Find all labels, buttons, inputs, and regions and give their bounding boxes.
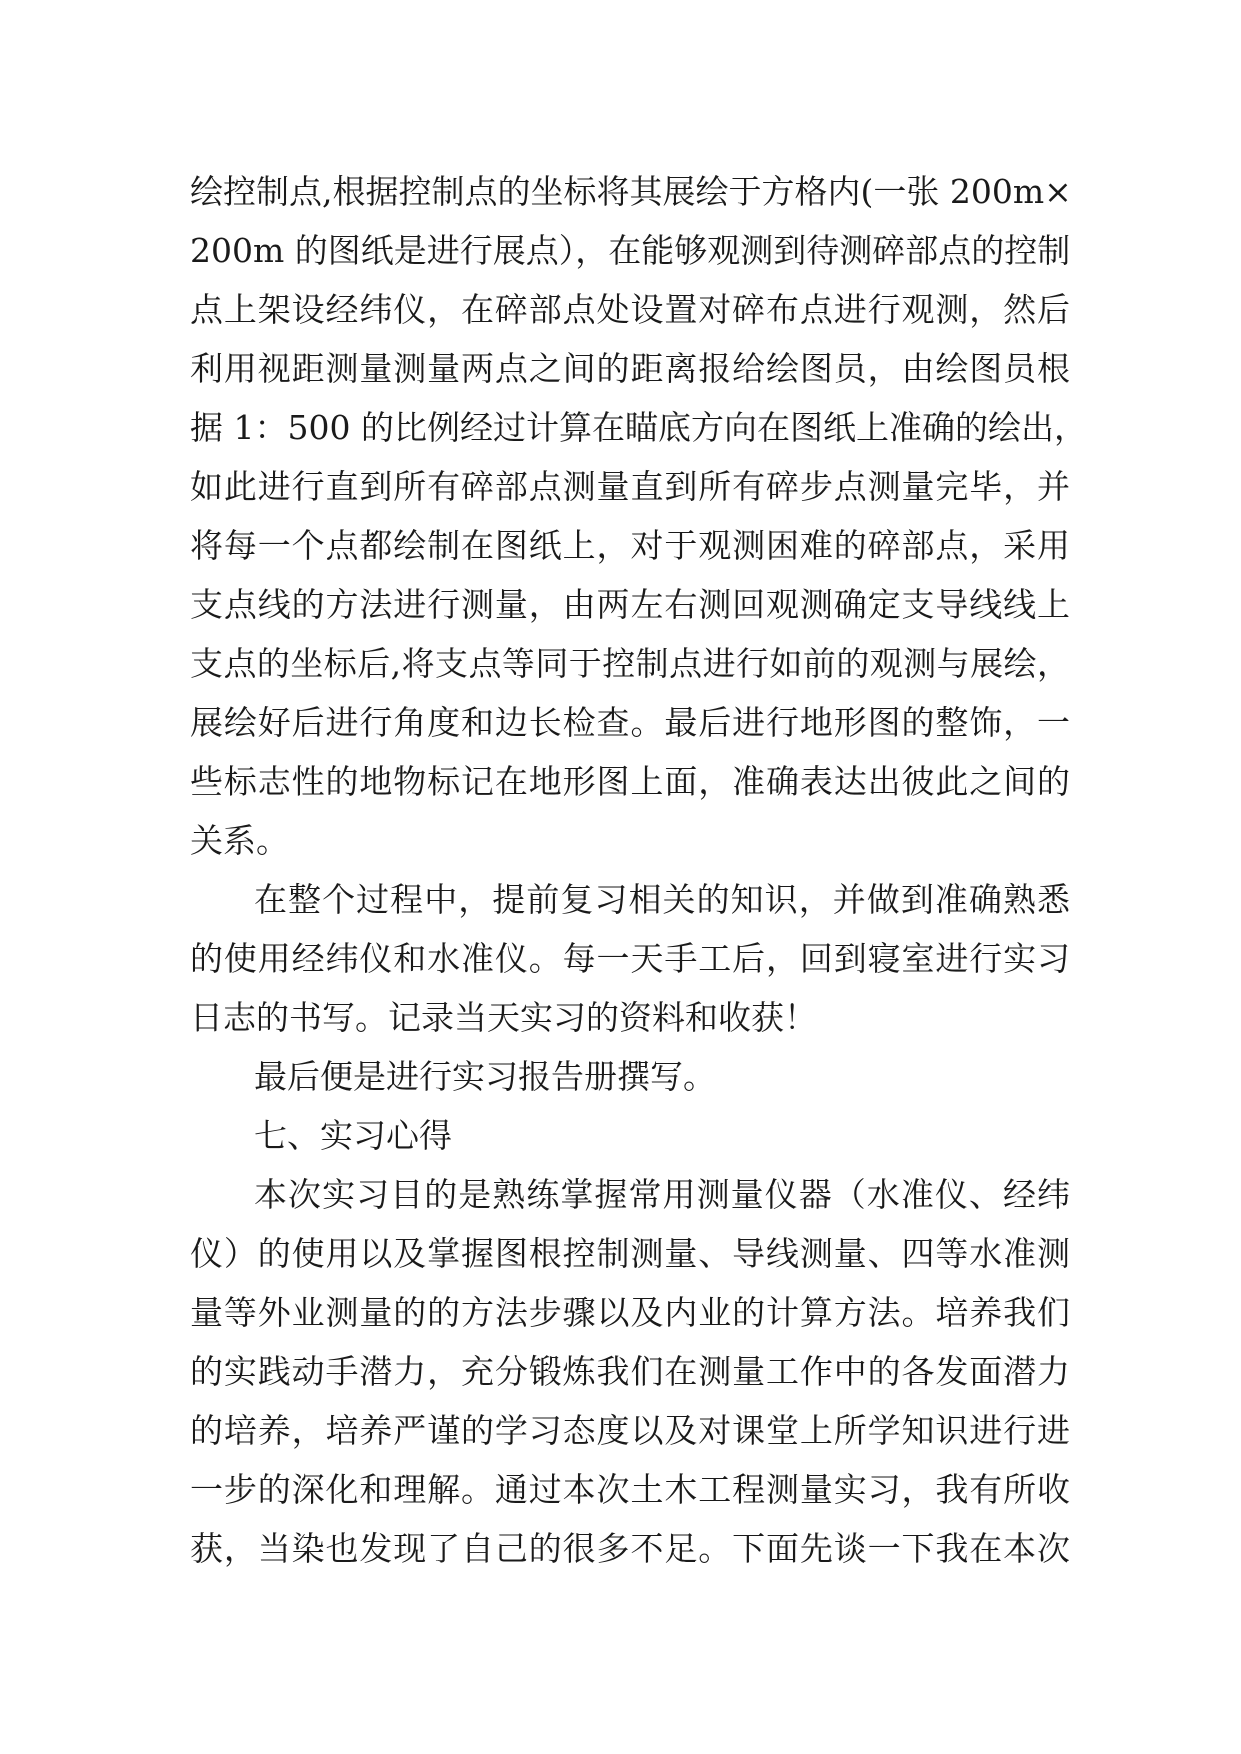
text-line: 仪）的使用以及掌握图根控制测量、导线测量、四等水准测 [190,1234,1070,1273]
text-line: 绘控制点,根据控制点的坐标将其展绘于方格内(一张 200m× [190,172,1072,211]
text-line: 获，当染也发现了自己的很多不足。下面先谈一下我在本次 [190,1529,1070,1568]
section-heading: 七、实习心得 [254,1116,452,1155]
text-line: 将每一个点都绘制在图纸上，对于观测困难的碎部点，采用 [190,526,1070,565]
text-line: 如此进行直到所有碎部点测量直到所有碎步点测量完毕，并 [190,467,1070,506]
text-line: 量等外业测量的的方法步骤以及内业的计算方法。培养我们 [190,1293,1070,1332]
text-line: 支点的坐标后,将支点等同于控制点进行如前的观测与展绘， [190,644,1070,683]
text-line: 利用视距测量测量两点之间的距离报给绘图员，由绘图员根 [190,349,1070,388]
text-line: 点上架设经纬仪，在碎部点处设置对碎布点进行观测，然后 [190,290,1070,329]
text-line: 日志的书写。记录当天实习的资料和收获！ [190,998,817,1037]
text-line: 展绘好后进行角度和边长检查。最后进行地形图的整饰，一 [190,703,1070,742]
text-line: 一步的深化和理解。通过本次土木工程测量实习，我有所收 [190,1470,1070,1509]
text-line: 据 1：500 的比例经过计算在瞄底方向在图纸上准确的绘出， [190,408,1087,447]
text-line: 200m 的图纸是进行展点），在能够观测到待测碎部点的控制 [190,231,1071,270]
text-line: 本次实习目的是熟练掌握常用测量仪器（水准仪、经纬 [254,1175,1070,1214]
text-line: 关系。 [190,821,289,860]
text-line: 在整个过程中，提前复习相关的知识，并做到准确熟悉 [254,880,1070,919]
text-line: 的培养，培养严谨的学习态度以及对课堂上所学知识进行进 [190,1411,1070,1450]
body-text [190,162,1087,1578]
text-line: 些标志性的地物标记在地形图上面，准确表达出彼此之间的 [190,762,1070,801]
text-line: 的实践动手潜力，充分锻炼我们在测量工作中的各发面潜力 [190,1352,1070,1391]
text-line: 支点线的方法进行测量，由两左右测回观测确定支导线线上 [190,585,1070,624]
text-line: 的使用经纬仪和水准仪。每一天手工后，回到寝室进行实习 [190,939,1070,978]
text-line: 最后便是进行实习报告册撰写。 [254,1057,716,1096]
